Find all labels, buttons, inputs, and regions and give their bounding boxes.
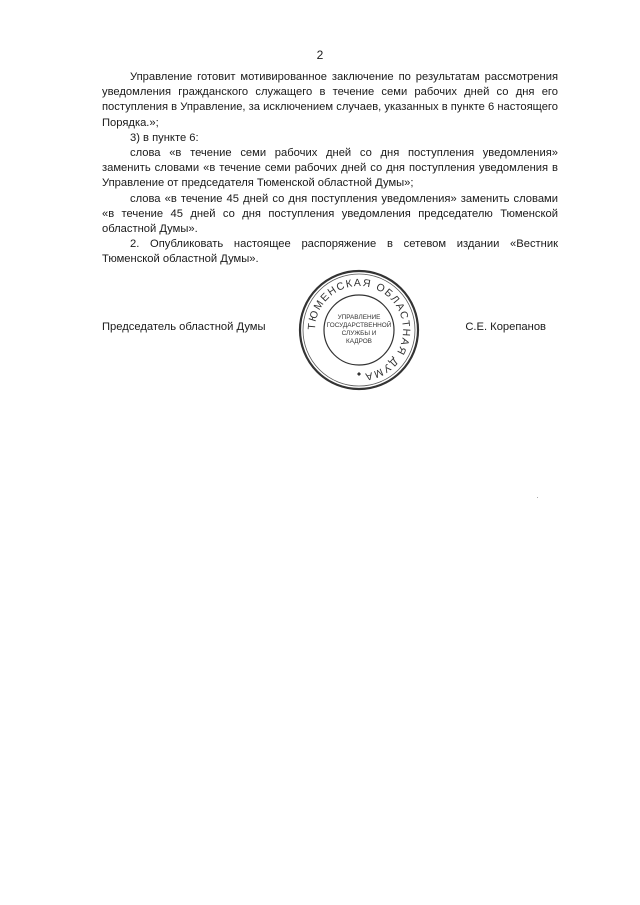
signer-title: Председатель областной Думы [102, 321, 266, 333]
seal-center-line: КАДРОВ [346, 338, 372, 345]
scan-speck [537, 497, 538, 498]
seal-center-line: СЛУЖБЫ И [341, 330, 377, 337]
paragraph-publish: 2. Опубликовать настоящее распоряжение в сетевом издании «Вестник Тюменской областной Думы». [102, 238, 558, 266]
paragraph-item-3: 3) в пункте 6: [130, 131, 199, 144]
seal-star-icon [357, 372, 361, 376]
paragraph-replace-seven-days: слова «в течение семи рабочих дней со дня поступления уведомления» заменить словами «в течение семи рабочих дней со дня поступления уведомления в Управление от председателя Тюменской областной Думы»; [102, 147, 558, 190]
seal-center-text [327, 314, 392, 345]
paragraph-conclusion: Управление готовит мотивированное заключение по результатам рассмотрения уведомления гражданского служащего в течение семи рабочих дней со дня его поступления в Управление, за исключением случаев, указанных в пункте 6 настоящего Порядка.»; [102, 71, 558, 129]
seal-center-line: ГОСУДАРСТВЕННОЙ [326, 322, 392, 329]
official-seal [297, 268, 421, 392]
seal-graphic [297, 268, 421, 392]
signer-name: С.Е. Корепанов [465, 321, 546, 333]
page-number: 2 [316, 48, 324, 62]
seal-center-line: УПРАВЛЕНИЕ [337, 314, 381, 321]
document-body [102, 70, 558, 268]
paragraph-replace-45-days: слова «в течение 45 дней со дня поступления уведомления» заменить словами «в течение 45 дней со дня поступления уведомления председателю Тюменской областной Думы». [102, 192, 558, 236]
seal-ring-text: ТЮМЕНСКАЯ ОБЛАСТНАЯ ДУМА [305, 276, 413, 383]
